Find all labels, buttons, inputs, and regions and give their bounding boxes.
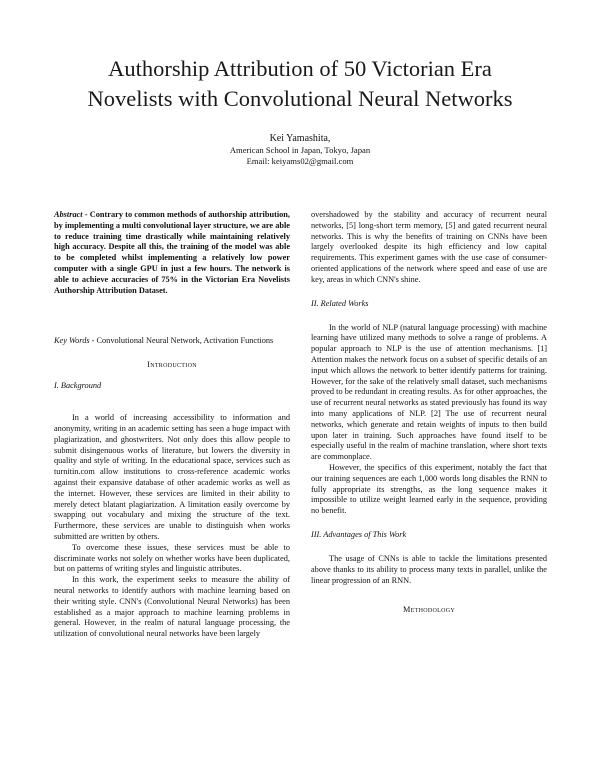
background-paragraph-1: In a world of increasing accessibility to information and anonymity, writing in an academic setting has seen a huge impact with plagiarization, and ghostwriters. Not only does this allow people to submit disingenuous works of literature, but lowers the diversity in quality and style of writing. In the educational space, services such as turnitin.com allow institutions to cross-reference academic works against their expansive database of other academic works as well as the internet. However, these services are limited in their ability to merely detect blatant plagiarization. A limitation easily overcome by swapping out vocabulary and mixing the structure of the text. Furthermore, these services are unable to distinguish when works submitted are written by others. (54, 413, 290, 541)
title-line-2: Novelists with Convolutional Neural Networks (87, 86, 513, 111)
keywords-text: - Convolutional Neural Network, Activation Functions (89, 336, 274, 346)
introduction-heading: Introduction (147, 360, 197, 370)
abstract-text: - Contrary to common methods of authorship attribution, by implementing a multi convolutional layer structure, we are able to reduce training time drastically while maintaining relatively high accuracy. Despite all this, the training of the model was able to be completed whilst implementing a relatively low power computer with a single GPU in just a few hours. The network is able to achieve accuracies of 75% in the Victorian Era Novelists Authorship Attribution Dataset. (54, 210, 290, 295)
continued-paragraph: overshadowed by the stability and accuracy of recurrent neural networks, [5] long-short term memory, [5] and gated recurrent neural networks. This is why the benefits of training on CNNs have been largely overlooked despite its high efficiency and low capital requirements. This experiment games with the use case of consumer-oriented applications of the network where speed and ease of use are key, areas in which CNN's shine. (311, 210, 547, 284)
keywords (54, 336, 290, 347)
abstract (54, 210, 290, 296)
author-affiliation: American School in Japan, Tokyo, Japan (229, 145, 371, 155)
paper-title (40, 54, 560, 114)
author-email: Email: keiyams02@gmail.com (246, 156, 354, 166)
background-paragraph-3: In this work, the experiment seeks to measure the ability of neural networks to identify authors with machine learning based on their writing style. CNN's (Convolutional Neural Networks) has been established as a major approach to machine learning problems in general. However, in the realm of natural language processing, the utilization of convolutional neural networks have been largely (54, 575, 290, 639)
related-paragraph-2: However, the specifics of this experiment, notably the fact that our training sequences are each 1,000 words long disables the RNN to fully appropriate its strengths, as the long sequence makes it impossible to utilize weight learned early in the sequence, providing no benefit. (311, 462, 547, 516)
author-name: Kei Yamashita, (269, 133, 331, 144)
title-line-1: Authorship Attribution of 50 Victorian Era (108, 56, 492, 81)
background-paragraph-2: To overcome these issues, these services must be able to discriminate works not solely on whether works have been duplicated, but on patterns of writing styles and linguistic attributes. (54, 542, 290, 574)
methodology-heading: Methodology (402, 605, 455, 615)
abstract-label: Abstract (54, 210, 83, 219)
advantages-heading: III. Advantages of This Work (311, 529, 407, 539)
left-column (54, 210, 290, 640)
related-paragraph-1: In the world of NLP (natural language processing) with machine learning have utilized many methods to solve a range of problems. A popular approach to NLP is the use of attention mechanisms. [1] Attention makes the network focus on a subset of specific details of an input which allows the network to better identify patterns for training. However, for the sake of the relatively small dataset, such mechanisms proved to be redundant in creating results. As for other approaches, the use of recurrent neural networks as stated previously has found its way into many applications of NLP. [2] The use of recurrent neural networks, which generate and retain weights of inputs to then build upon later in training. Such approaches have found itself to be especially useful in the realm of machine translation, where short texts are commonplace. (311, 322, 547, 462)
related-works-heading: II. Related Works (311, 298, 369, 308)
right-column (311, 210, 547, 625)
background-heading: I. Background (54, 381, 102, 391)
advantages-paragraph: The usage of CNNs is able to tackle the limitations presented above thanks to its ability to process many texts in parallel, unlike the linear progression of an RNN. (311, 553, 547, 585)
keywords-label: Key Words (54, 336, 90, 346)
author-block (100, 132, 500, 167)
